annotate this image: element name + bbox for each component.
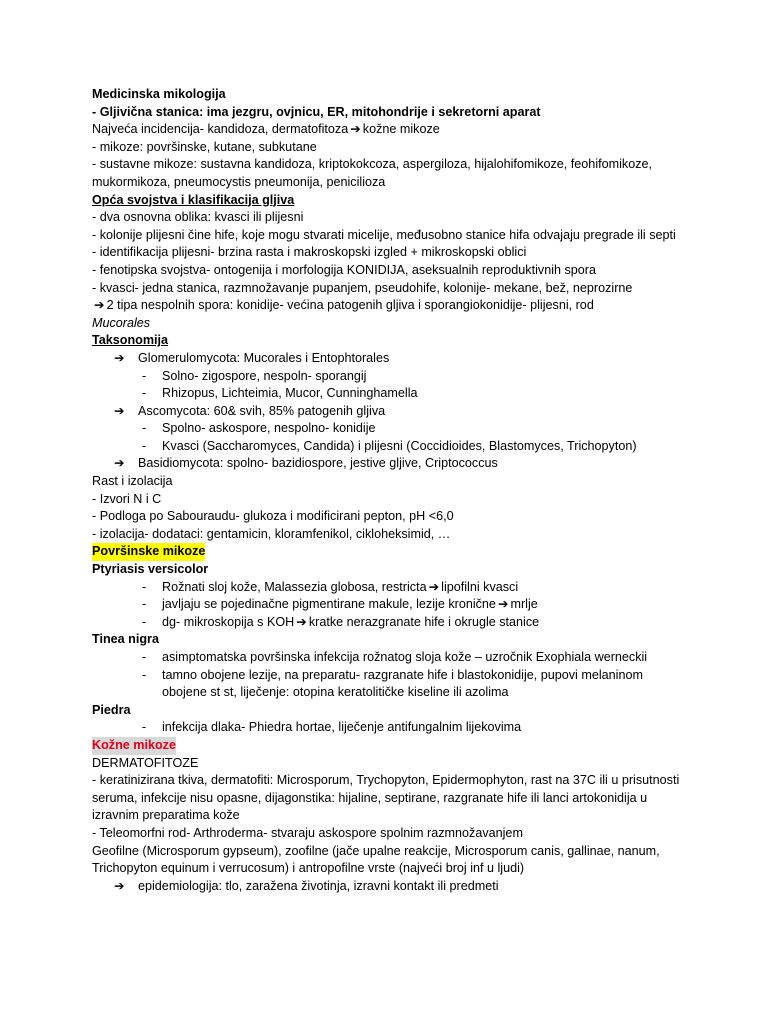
- general-line-3: - identifikacija plijesni- brzina rasta i makroskopski izgled + mikroskopski oblici: [92, 245, 527, 260]
- general-line-4: - fenotipska svojstva- ontogenija i morfologija KONIDIJA, aseksualnih reproduktivnih spora: [92, 262, 596, 277]
- growth-line-3: - izolacija- dodataci: gentamicin, kloramfenikol, cikloheksimid, …: [92, 526, 451, 541]
- taxonomy-item: [92, 438, 682, 456]
- doc-title: Medicinska mikologija: [92, 87, 226, 101]
- taxonomy-heading: Taksonomija: [92, 333, 169, 348]
- arrow-icon: ➔: [350, 122, 361, 137]
- taxonomy-item: [92, 368, 682, 386]
- arrow-icon: ➔: [114, 403, 125, 418]
- dash-bullet: -: [142, 579, 147, 594]
- dash-bullet: -: [142, 368, 147, 383]
- systemic-line: - sustavne mikoze: sustavna kandidoza, kriptokokcoza, aspergiloza, hijalohifomikoze, feohifomikoze, mukormikoza, pneumocystis pneumonija, penicilioza: [92, 157, 653, 189]
- pityriasis-item-text-b: mrlje: [510, 597, 538, 612]
- arrow-icon: ➔: [428, 579, 440, 594]
- general-line-6-text: 2 tipa nespolnih spora: konidije- većina patogenih gljiva i sporangiokonidije- plijesni, rod: [106, 298, 594, 313]
- dash-bullet: -: [142, 720, 147, 735]
- superficial-heading-row: [92, 543, 682, 561]
- arrow-icon: ➔: [114, 350, 125, 365]
- dash-bullet: -: [142, 614, 147, 629]
- tinea-heading: Tinea nigra: [92, 632, 159, 647]
- document-page: [92, 86, 682, 895]
- dash-bullet: -: [142, 597, 147, 612]
- pityriasis-item-text-a: Rožnati sloj kože, Malassezia globosa, restricta: [162, 579, 427, 594]
- epidemiology-text: epidemiologija: tlo, zaražena životinja, izravni kontakt ili predmeti: [138, 878, 499, 893]
- dash-bullet: -: [142, 421, 147, 436]
- taxonomy-item-text: Kvasci (Saccharomyces, Candida) i plijesni (Coccidioides, Blastomyces, Trichopyton): [162, 438, 637, 453]
- incidence-text-b: kožne mikoze: [362, 122, 440, 137]
- taxonomy-item: [92, 420, 682, 438]
- taxonomy-item: [92, 385, 682, 403]
- general-line-2: - kolonije plijesni čine hife, koje mogu stvarati micelije, međusobno stanice hifa odvajaju pregrade ili septi: [92, 227, 676, 242]
- pityriasis-heading: Ptyriasis versicolor: [92, 562, 209, 577]
- general-line-6-italic: Mucorales: [92, 315, 151, 330]
- tinea-item-continuation: obojene st st, liječenje: otopina keratolitičke kiseline ili azolima: [162, 685, 509, 700]
- dash-bullet: -: [142, 386, 147, 401]
- cell-line: - Gljivična stanica: ima jezgru, ovjnicu, ER, mitohondrije i sekretorni aparat: [92, 104, 541, 119]
- tinea-item: [92, 649, 682, 667]
- cutaneous-line-2: - Teleomorfni rod- Arthroderma- stvaraju askospore spolnim razmnožavanjem: [92, 825, 523, 840]
- pityriasis-item-text-b: lipofilni kvasci: [441, 579, 519, 594]
- pityriasis-item: [92, 596, 682, 614]
- taxonomy-item-text: Rhizopus, Lichteimia, Mucor, Cunninghamella: [162, 386, 418, 401]
- pityriasis-item-text-a: javljaju se pojedinačne pigmentirane makule, lezije kronične: [162, 597, 496, 612]
- mycoses-line: - mikoze: površinske, kutane, subkutane: [92, 139, 317, 154]
- taxonomy-group: [92, 455, 682, 473]
- cutaneous-heading-row: [92, 737, 682, 755]
- arrow-icon: ➔: [296, 614, 307, 629]
- pityriasis-item-text-a: dg- mikroskopija s KOH: [162, 614, 295, 629]
- dash-bullet: -: [142, 438, 147, 453]
- general-heading: Opća svojstva i klasifikacija gljiva: [92, 192, 295, 207]
- arrow-icon: ➔: [497, 597, 509, 612]
- piedra-item: [92, 719, 682, 737]
- pityriasis-item: [92, 579, 682, 597]
- tinea-item-text: asimptomatska površinska infekcija rožnatog sloja kože – uzročnik Exophiala werneckii: [162, 650, 648, 664]
- general-line-6: [92, 297, 682, 315]
- dash-bullet: -: [142, 650, 147, 664]
- superficial-heading: Površinske mikoze: [92, 543, 205, 561]
- tinea-item: [92, 667, 682, 685]
- piedra-item-text: infekcija dlaka- Phiedra hortae, liječenje antifungalnim lijekovima: [162, 720, 522, 735]
- taxonomy-group: [92, 403, 682, 421]
- general-line-1: - dva osnovna oblika: kvasci ili plijesni: [92, 210, 304, 225]
- tinea-item-text: tamno obojene lezije, na preparatu- razgranate hife i blastokonidije, pupovi melaninom: [162, 667, 643, 682]
- cutaneous-line-1: - keratinizirana tkiva, dermatofiti: Microsporum, Trychopyton, Epidermophyton, rast na 37C ili u prisutnosti seruma, infekcije nisu opasne, dijagonstika: hijaline, septirane, razgranate hife ili lanci artokonidija u izravnim preparatima kože: [92, 773, 680, 823]
- pityriasis-item: [92, 614, 682, 632]
- growth-line-1: - Izvori N i C: [92, 491, 162, 506]
- arrow-icon: ➔: [114, 456, 125, 471]
- growth-heading: Rast i izolacija: [92, 474, 173, 489]
- taxonomy-item-text: Spolno- askospore, nespolno- konidije: [162, 421, 376, 436]
- pityriasis-item-text-b: kratke nerazgranate hife i okrugle stanice: [308, 614, 540, 629]
- growth-line-2: - Podloga po Sabouraudu- glukoza i modificirani pepton, pH <6,0: [92, 509, 454, 524]
- dermatophytoses-heading: DERMATOFITOZE: [92, 755, 199, 770]
- piedra-heading: Piedra: [92, 702, 131, 717]
- arrow-icon: ➔: [114, 878, 125, 893]
- epidemiology-line: [92, 878, 682, 896]
- taxonomy-group-label: Basidiomycota: spolno- bazidiospore, jestive gljive, Criptococcus: [138, 456, 498, 471]
- cutaneous-line-3: Geofilne (Microsporum gypseum), zoofilne (jače upalne reakcije, Microsporum canis, gallinae, nanum, Trichopyton equinum i verrucosum) i antropofilne vrste (najveći broj inf u ljudi): [92, 843, 660, 876]
- dash-bullet: -: [142, 667, 147, 682]
- taxonomy-group: [92, 350, 682, 368]
- cutaneous-heading: Kožne mikoze: [92, 737, 176, 755]
- taxonomy-group-label: Ascomycota: 60& svih, 85% patogenih gljiva: [138, 403, 386, 418]
- incidence-text-a: Najveća incidencija- kandidoza, dermatofitoza: [92, 122, 349, 137]
- taxonomy-group-label: Glomerulomycota: Mucorales i Entophtorales: [138, 350, 390, 365]
- taxonomy-item-text: Solno- zigospore, nespoln- sporangij: [162, 368, 367, 383]
- general-line-5: - kvasci- jedna stanica, razmnožavanje pupanjem, pseudohife, kolonije- mekane, bež, neprozirne: [92, 280, 633, 295]
- incidence-line: [92, 121, 682, 139]
- arrow-icon: ➔: [94, 298, 105, 313]
